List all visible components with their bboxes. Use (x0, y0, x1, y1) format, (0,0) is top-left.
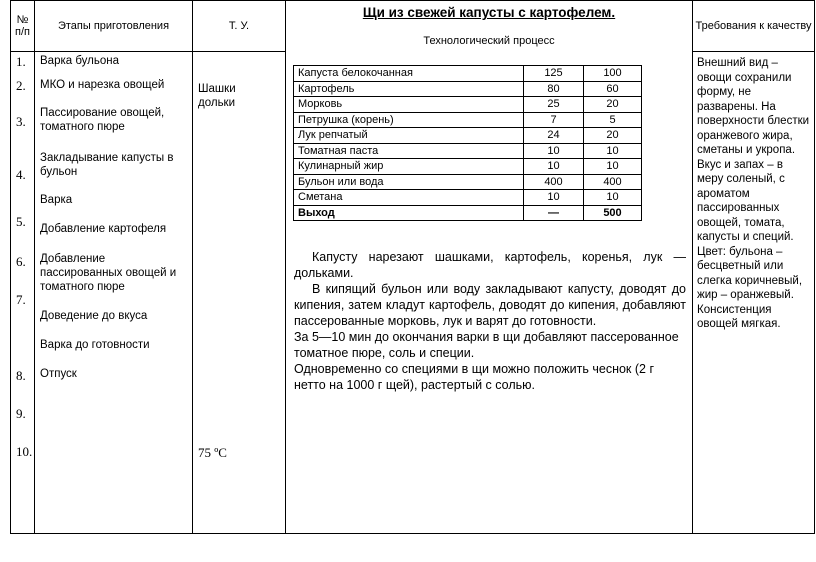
ingredient-net: 400 (584, 174, 642, 190)
step-item: Отпуск (40, 368, 77, 380)
step-item: Добавление картофеля (40, 223, 167, 235)
quality-requirements: Внешний вид – овощи сохранили форму, не разварены. На поверхности блестки оранжевого жира, сметаны и укропа. Вкус и запах – в меру соленый, с ароматом пассированных овощей, томата, капусты и специй. Цвет: бульона – бесцветный или слегка коричневый, жир – оранжевый. Консистенция овощей мягкая. (697, 57, 810, 330)
ingredient-net: 20 (584, 128, 642, 144)
step-number: 3. (16, 114, 26, 129)
step-item: Пассирование овощей, томатного пюре (40, 107, 165, 133)
ingredient-row (294, 190, 642, 206)
step-item: МКО и нарезка овощей (40, 79, 165, 91)
header-quality: Требования к качеству (695, 20, 812, 32)
ingredient-name: Петрушка (корень) (294, 112, 524, 128)
dish-title: Щи из свежей капусты с картофелем. (362, 5, 616, 20)
ingredient-row (294, 81, 642, 97)
header-tu: Т. У. (228, 20, 250, 32)
ingredient-net: 10 (584, 159, 642, 175)
header-quality-cell (693, 1, 815, 52)
ingredient-name: Капуста белокочанная (294, 66, 524, 82)
step-number: 10. (16, 444, 33, 459)
recipe-table (10, 0, 815, 534)
ingredient-row (294, 128, 642, 144)
header-number-cell (11, 1, 35, 52)
ingredients-table (293, 65, 642, 221)
process-subtitle: Технологический процесс (423, 35, 555, 47)
step-item: Доведение до вкуса (40, 310, 148, 322)
process-paragraph: В кипящий бульон или воду закладывают капусту, доводят до кипения, затем кладут картофель, доводят до кипения, добавляют пассерованные морковь, лук и варят до готовности. (294, 282, 686, 328)
ingredient-name: Бульон или вода (294, 174, 524, 190)
ingredient-net: 10 (584, 143, 642, 159)
tu-temperature: 75 ºС (198, 445, 227, 460)
step-number: 9. (16, 406, 26, 421)
ingredient-net: 500 (584, 205, 642, 221)
ingredient-row (294, 112, 642, 128)
tu-cell (193, 52, 286, 534)
ingredient-gross: — (524, 205, 584, 221)
ingredient-name: Лук репчатый (294, 128, 524, 144)
ingredient-gross: 10 (524, 143, 584, 159)
ingredient-gross: 24 (524, 128, 584, 144)
ingredient-row (294, 66, 642, 82)
ingredient-row (294, 97, 642, 113)
ingredient-name: Выход (294, 205, 524, 221)
step-number: 7. (16, 292, 26, 307)
ingredient-gross: 125 (524, 66, 584, 82)
step-number: 2. (16, 78, 26, 93)
ingredient-net: 100 (584, 66, 642, 82)
process-paragraph: Одновременно со специями в щи можно положить чеснок (2 г нетто на 1000 г щей), растертый с солью. (294, 362, 655, 392)
ingredient-net: 20 (584, 97, 642, 113)
ingredient-gross: 25 (524, 97, 584, 113)
step-item: Варка до готовности (40, 339, 150, 351)
step-item: Закладывание капусты в бульон (40, 152, 174, 178)
stages-cell (35, 52, 193, 534)
ingredient-net: 10 (584, 190, 642, 206)
step-number: 8. (16, 368, 26, 383)
header-stages: Этапы приготовления (57, 20, 170, 32)
header-tu-cell (193, 1, 286, 52)
ingredient-gross: 80 (524, 81, 584, 97)
tu-cut-shape: Шашки дольки (198, 83, 236, 109)
ingredient-gross: 7 (524, 112, 584, 128)
step-number: 4. (16, 167, 26, 182)
ingredient-name: Картофель (294, 81, 524, 97)
ingredient-row (294, 143, 642, 159)
ingredient-name: Томатная паста (294, 143, 524, 159)
process-paragraph: Капусту нарезают шашками, картофель, коренья, лук — дольками. (294, 250, 686, 280)
ingredient-row (294, 159, 642, 175)
step-item: Варка (40, 194, 73, 206)
ingredient-gross: 10 (524, 159, 584, 175)
header-stages-cell (35, 1, 193, 52)
quality-cell (693, 52, 815, 534)
process-description (294, 249, 686, 393)
ingredient-name: Морковь (294, 97, 524, 113)
header-number: № п/п (15, 14, 30, 38)
ingredient-gross: 10 (524, 190, 584, 206)
ingredient-net: 60 (584, 81, 642, 97)
process-paragraph: За 5—10 мин до окончания варки в щи добавляют пассерованное томатное пюре, соль и специи. (294, 330, 679, 360)
step-item: Добавление пассированных овощей и томатного пюре (40, 253, 177, 293)
step-number: 5. (16, 214, 26, 229)
numbers-cell (11, 52, 35, 534)
technology-cell (286, 1, 693, 534)
step-item: Варка бульона (40, 55, 120, 67)
ingredient-gross: 400 (524, 174, 584, 190)
ingredient-row (294, 174, 642, 190)
ingredient-net: 5 (584, 112, 642, 128)
step-number: 6. (16, 254, 26, 269)
ingredient-row (294, 205, 642, 221)
ingredient-name: Сметана (294, 190, 524, 206)
step-number: 1. (16, 54, 26, 69)
ingredient-name: Кулинарный жир (294, 159, 524, 175)
